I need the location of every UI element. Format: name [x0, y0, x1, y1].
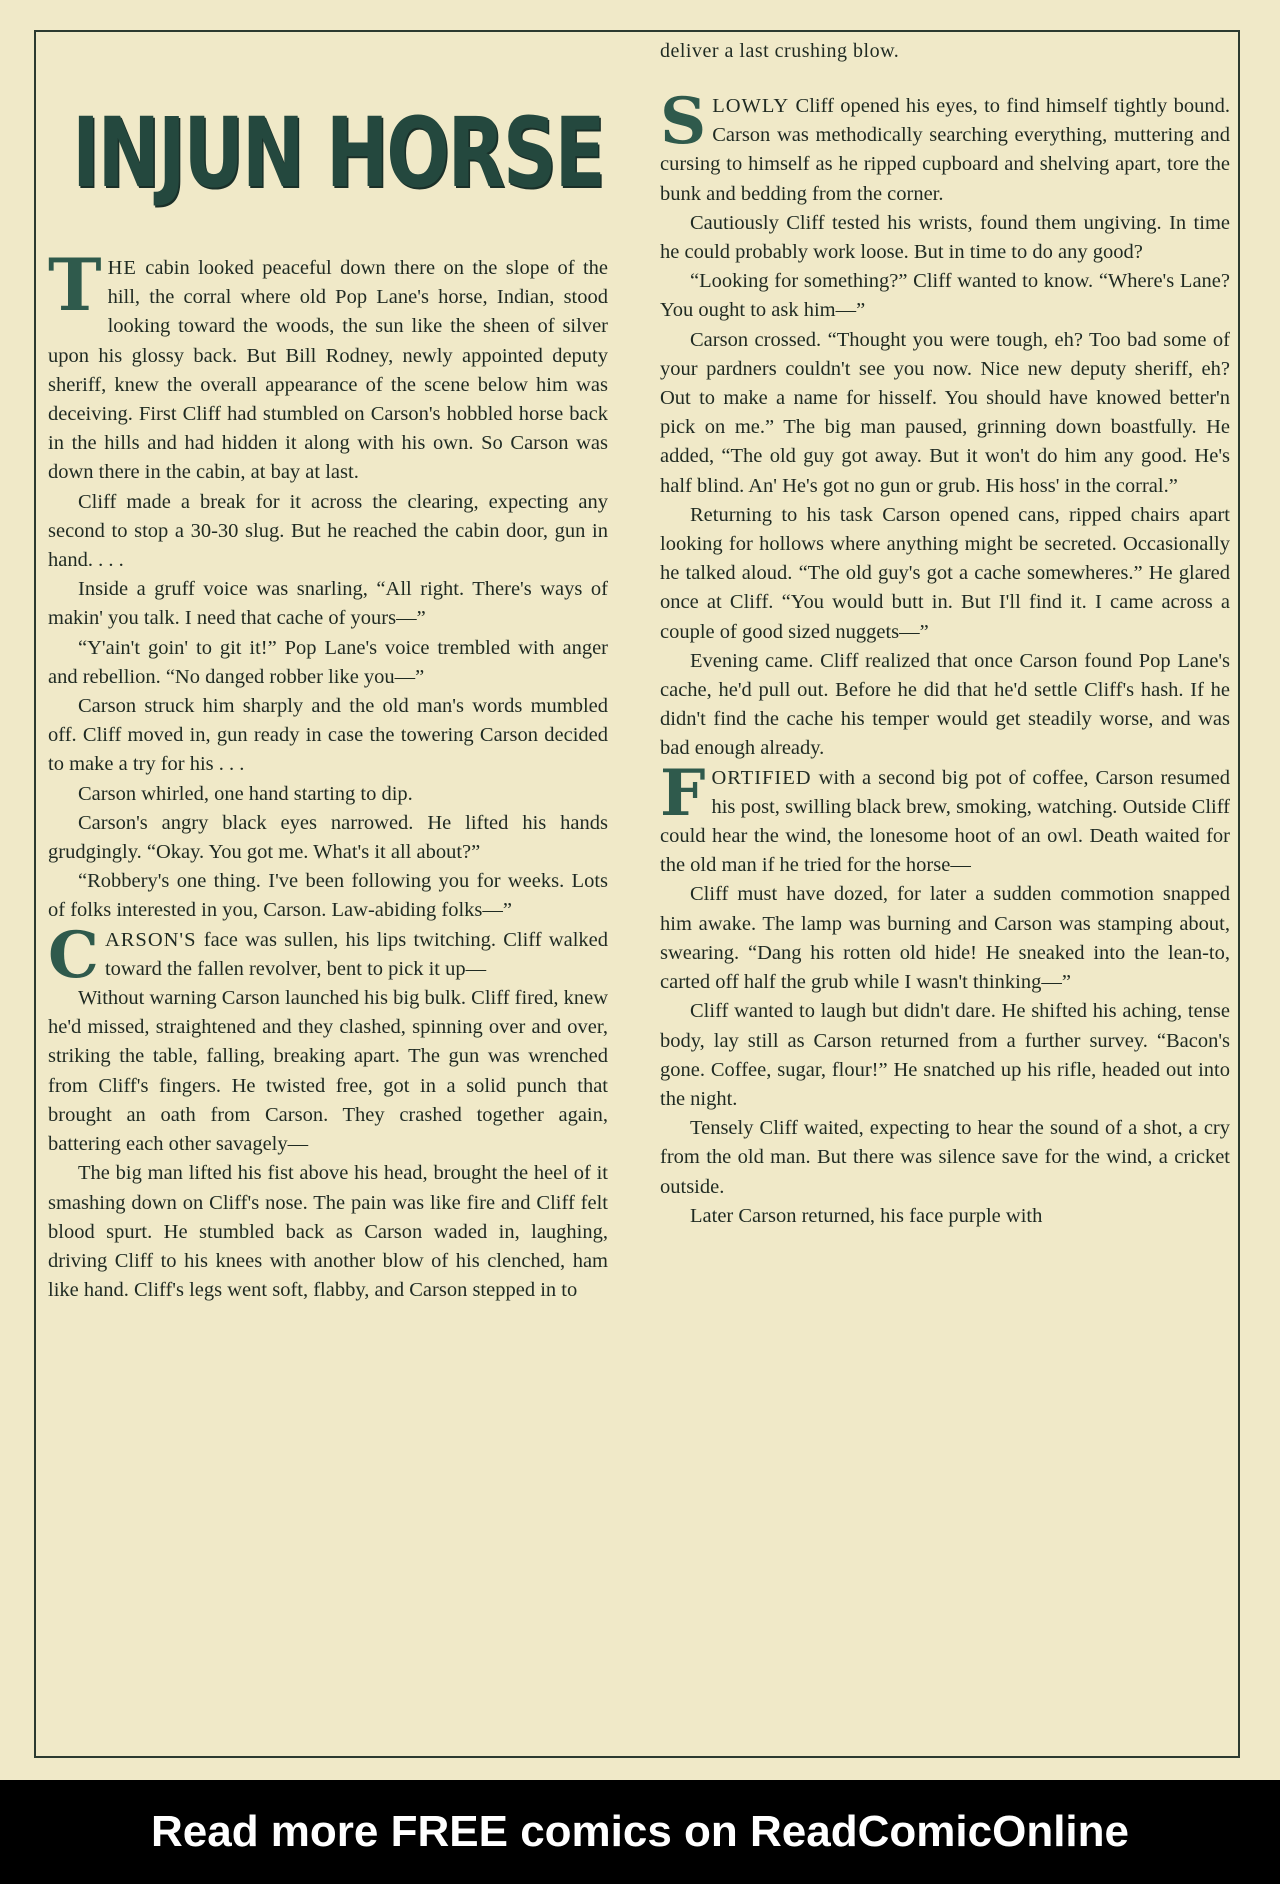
- section-paragraph-fortified: FORTIFIED with a second big pot of coffee, Carson resumed his post, swilling black brew, smoking, watching. Outside Cliff could hear the wind, the lonesome hoot of an owl. Death waited for the old man if he tried for the horse—: [660, 755, 1230, 877]
- section-paragraph-carson: CARSON'S face was sullen, his lips twitching. Cliff walked toward the fallen revolver, bent to pick it up—: [48, 917, 608, 993]
- promo-banner[interactable]: [0, 1780, 1280, 1884]
- story-paragraph: Returning to his task Carson opened cans, ripped chairs apart looking for hollows where anything might be secreted. Occasionally he talked aloud. “The old guy's got a cache somewheres.” He glared once at Cliff. “You would butt in. But I'll find it. I came across a couple of good sized nuggets—”: [660, 503, 1230, 643]
- drop-cap: T: [48, 242, 102, 327]
- story-paragraph: “Robbery's one thing. I've been following you for weeks. Lots of folks interested in you, Carson. Law-abiding folks—”: [48, 870, 608, 922]
- story-paragraph: Carson whirled, one hand starting to dip.: [78, 782, 413, 805]
- story-paragraph: Carson's angry black eyes narrowed. He lifted his hands grudgingly. “Okay. You got me. What's it all about?”: [48, 811, 608, 864]
- intro-paragraph: THE cabin looked peaceful down there on the slope of the hill, the corral where old Pop Lane's horse, Indian, stood looking toward the woods, the sun like the sheen of silver upon his glossy back. But Bill Rodney, newly appointed deputy sheriff, knew the overall appearance of the scene below him was deceiving. First Cliff had stumbled on Carson's hobbled horse back in the hills and had hidden it along with his own. So Carson was down there in the cabin, at bay at last.: [48, 242, 608, 484]
- story-paragraph: The big man lifted his fist above his head, brought the heel of it smashing down on Cliff's nose. The pain was like fire and Cliff felt blood spurt. He stumbled back as Carson waded in, laughing, driving Cliff to his knees with another blow of his clenched, ham like hand. Cliff's legs went soft, flabby, and Carson stepped in to: [48, 1162, 608, 1302]
- story-title: INJUN HORSE: [72, 97, 604, 209]
- section-paragraph-slowly: SLOWLY Cliff opened his eyes, to find himself tightly bound. Carson was methodically searching everything, muttering and cursing to himself as he ripped cupboard and shelving apart, tore the bunk and bedding from the corner.: [660, 84, 1230, 205]
- paragraph-group-4: [660, 880, 1230, 1230]
- right-column: [660, 84, 1230, 1231]
- paragraph-group-1: [48, 488, 608, 926]
- drop-cap: S: [660, 84, 707, 159]
- story-paragraph: Cliff wanted to laugh but didn't dare. He shifted his aching, tense body, lay still as Carson returned from a further survey. “Bacon's gone. Coffee, sugar, flour!” He snatched up his rifle, headed out into the night.: [660, 1000, 1230, 1110]
- story-paragraph: Without warning Carson launched his big bulk. Cliff fired, knew he'd missed, straightened and they clashed, spinning over and over, striking the table, falling, breaking apart. The gun was wrenched from Cliff's fingers. He twisted free, got in a solid punch that brought an oath from Carson. They crashed together again, battering each other savagely—: [48, 987, 608, 1156]
- drop-cap: F: [660, 755, 706, 831]
- story-paragraph: Carson crossed. “Thought you were tough, eh? Too bad some of your pardners couldn't see you now. Nice new deputy sheriff, eh? Out to make a name for hisself. You should have knowed better'n pick on me.” The big man paused, grinning down boastfully. He added, “The old guy got away. But it won't do him any good. He's half blind. An' He's got no gun or grub. His hoss' in the corral.”: [660, 328, 1230, 497]
- story-paragraph: Inside a gruff voice was snarling, “All right. There's ways of makin' you talk. I need that cache of yours—”: [48, 578, 608, 630]
- paragraph-group-3: [660, 209, 1230, 764]
- top-continuation-text: deliver a last crushing blow.: [660, 40, 900, 62]
- paragraph-group-2: [48, 984, 608, 1305]
- story-paragraph: Cliff made a break for it across the clearing, expecting any second to stop a 30-30 slug. But he reached the cabin door, gun in hand. . . .: [48, 490, 608, 572]
- story-paragraph: Cliff must have dozed, for later a sudden commotion snapped him awake. The lamp was burning and Carson was stamping about, swearing. “Dang his rotten old hide! He sneaked into the lean-to, carted off half the grub while I wasn't thinking—”: [660, 883, 1230, 994]
- story-paragraph: Carson struck him sharply and the old man's words mumbled off. Cliff moved in, gun ready in case the towering Carson decided to make a try for his . . .: [48, 695, 608, 776]
- left-column: [48, 90, 608, 1305]
- story-paragraph: Evening came. Cliff realized that once Carson found Pop Lane's cache, he'd pull out. Before he did that he'd settle Cliff's hash. If he didn't find the cache his temper would get steadily worse, and was bad enough already.: [660, 649, 1230, 760]
- drop-cap: C: [48, 917, 99, 993]
- story-paragraph: “Y'ain't goin' to git it!” Pop Lane's voice trembled with anger and rebellion. “No danged robber like you—”: [48, 636, 608, 688]
- promo-banner-text[interactable]: Read more FREE comics on ReadComicOnline: [150, 1807, 1129, 1856]
- story-paragraph: Cautiously Cliff tested his wrists, found them ungiving. In time he could probably work loose. But in time to do any good?: [660, 211, 1230, 264]
- story-paragraph: Tensely Cliff waited, expecting to hear the sound of a shot, a cry from the old man. But there was silence save for the wind, a cricket outside.: [660, 1117, 1230, 1198]
- story-paragraph: Later Carson returned, his face purple with: [690, 1204, 1043, 1227]
- story-paragraph: “Looking for something?” Cliff wanted to know. “Where's Lane? You ought to ask him—”: [660, 270, 1230, 322]
